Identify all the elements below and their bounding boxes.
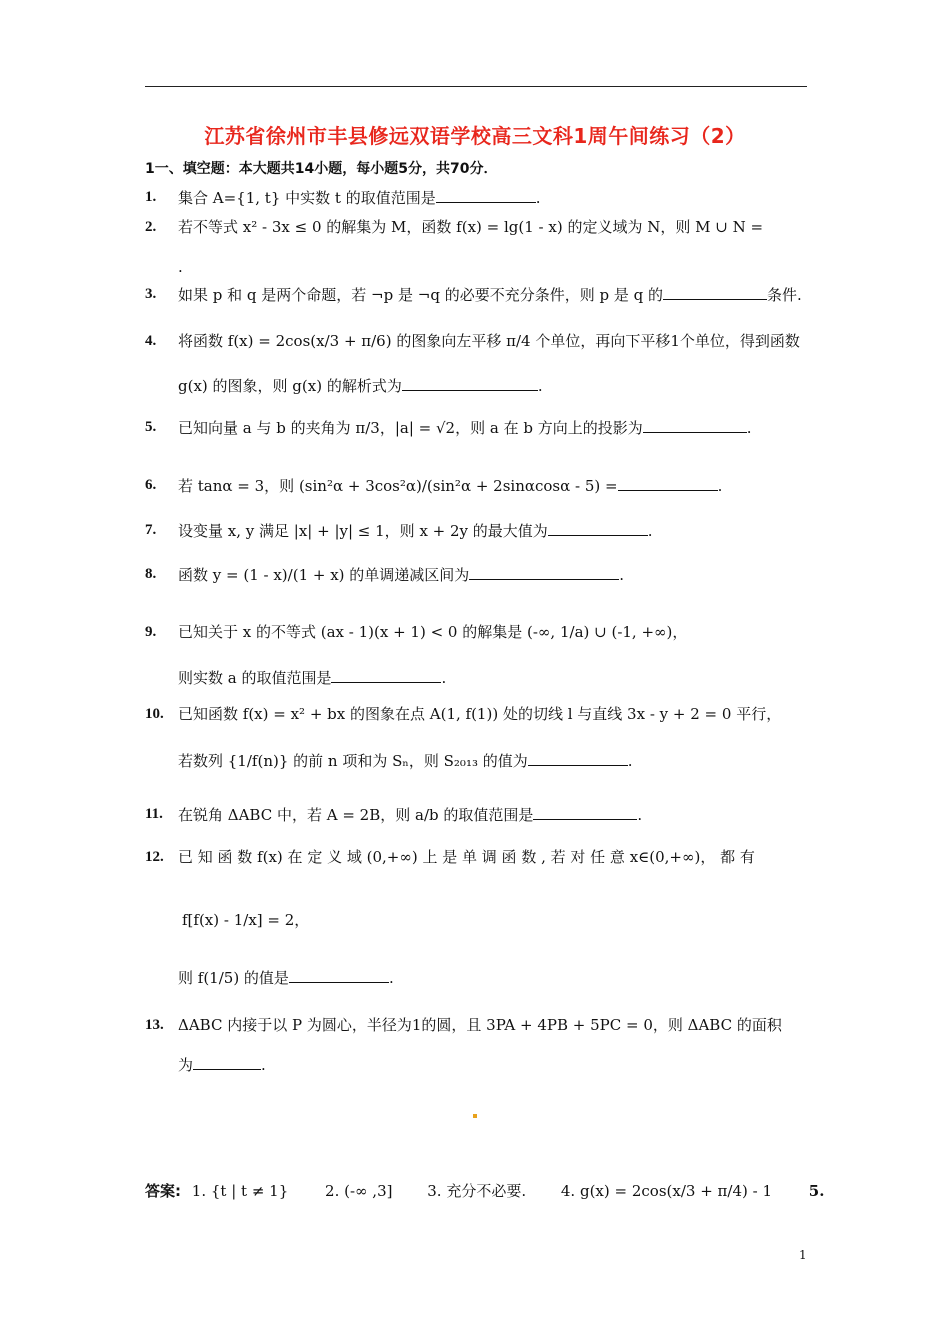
question-text: ΔABC 内接于以 P 为圆心，半径为1的圆，且 3PA + 4PB + 5PC = 0，则 ΔABC 的面积: [178, 1016, 782, 1034]
question-number: 1.: [145, 189, 157, 205]
question-10-cont: 若数列 {1/f(n)} 的前 n 项和为 Sₙ，则 S₂₀₁₃ 的值为 .: [178, 752, 633, 770]
answer-3: 3. 充分不必要.: [427, 1182, 527, 1200]
header-rule: [145, 86, 807, 87]
question-number: 2.: [145, 219, 157, 235]
question-text: 设变量 x, y 满足 |x| + |y| ≤ 1，则 x + 2y 的最大值为 .: [178, 522, 653, 540]
question-number: 7.: [145, 522, 157, 538]
question-9-cont: 则实数 a 的取值范围是 .: [178, 669, 447, 687]
question-4-cont: g(x) 的图象，则 g(x) 的解析式为 .: [178, 377, 543, 395]
question-12-cont: f[f(x) - 1/x] = 2，: [182, 911, 310, 929]
question-text: 如果 p 和 q 是两个命题，若 ¬p 是 ¬q 的必要不充分条件，则 p 是 q 的 条件.: [178, 286, 802, 304]
question-number: 10.: [145, 706, 164, 722]
answer-1: 1. {t | t ≠ 1}: [191, 1182, 289, 1200]
question-number: 6.: [145, 477, 157, 493]
question-number: 4.: [145, 333, 157, 349]
question-number: 3.: [145, 286, 157, 302]
question-text: 已知关于 x 的不等式 (ax - 1)(x + 1) < 0 的解集是 (-∞, 1/a) ∪ (-1, +∞)，: [178, 623, 688, 641]
question-12-cont2: 则 f(1/5) 的值是 .: [178, 969, 394, 987]
answers-line: [145, 1180, 824, 1201]
question-number: 13.: [145, 1017, 164, 1033]
question-2-end: .: [178, 258, 183, 276]
question-text: 函数 y = (1 - x)/(1 + x) 的单调递减区间为 .: [178, 566, 625, 584]
question-number: 9.: [145, 624, 157, 640]
mark: [473, 1114, 477, 1118]
question-number: 5.: [145, 419, 157, 435]
question-text: 若不等式 x² - 3x ≤ 0 的解集为 M，函数 f(x) = lg(1 - x) 的定义域为 N，则 M ∪ N =: [178, 218, 764, 236]
page-title: 江苏省徐州市丰县修远双语学校高三文科1周午间练习（2）: [204, 124, 746, 148]
answer-5: 5.: [808, 1182, 825, 1200]
question-number: 12.: [145, 849, 164, 865]
answer-2: 2. (-∞ ,3]: [325, 1182, 393, 1200]
answer-4: 4. g(x) = 2cos(x/3 + π/4) - 1: [560, 1182, 772, 1200]
question-number: 8.: [145, 566, 157, 582]
question-text: 将函数 f(x) = 2cos(x/3 + π/6) 的图象向左平移 π/4 个单位，再向下平移1个单位，得到函数: [178, 332, 800, 350]
question-13-cont: 为 .: [178, 1056, 266, 1074]
question-text: 在锐角 ΔABC 中，若 A = 2B，则 a/b 的取值范围是 .: [178, 806, 643, 824]
question-text: 已知向量 a 与 b 的夹角为 π/3，|a| = √2，则 a 在 b 方向上的投影为 .: [178, 419, 752, 437]
question-text: 已 知 函 数 f(x) 在 定 义 域 (0,+∞) 上 是 单 调 函 数 , 若 对 任 意 x∈(0,+∞)， 都 有: [178, 848, 755, 866]
question-text: 已知函数 f(x) = x² + bx 的图象在点 A(1, f(1)) 处的切线 l 与直线 3x - y + 2 = 0 平行，: [178, 705, 782, 723]
answers-label: 答案:: [145, 1182, 181, 1200]
section-heading: 1一、填空题：本大题共14小题，每小题5分，共70分．: [145, 161, 498, 177]
page-number: 1: [799, 1248, 807, 1262]
question-text: 若 tanα = 3，则 (sin²α + 3cos²α)/(sin²α + 2sinαcosα - 5) = .: [178, 477, 723, 495]
question-number: 11.: [145, 806, 163, 822]
question-text: 集合 A={1, t} 中实数 t 的取值范围是 .: [178, 189, 541, 207]
